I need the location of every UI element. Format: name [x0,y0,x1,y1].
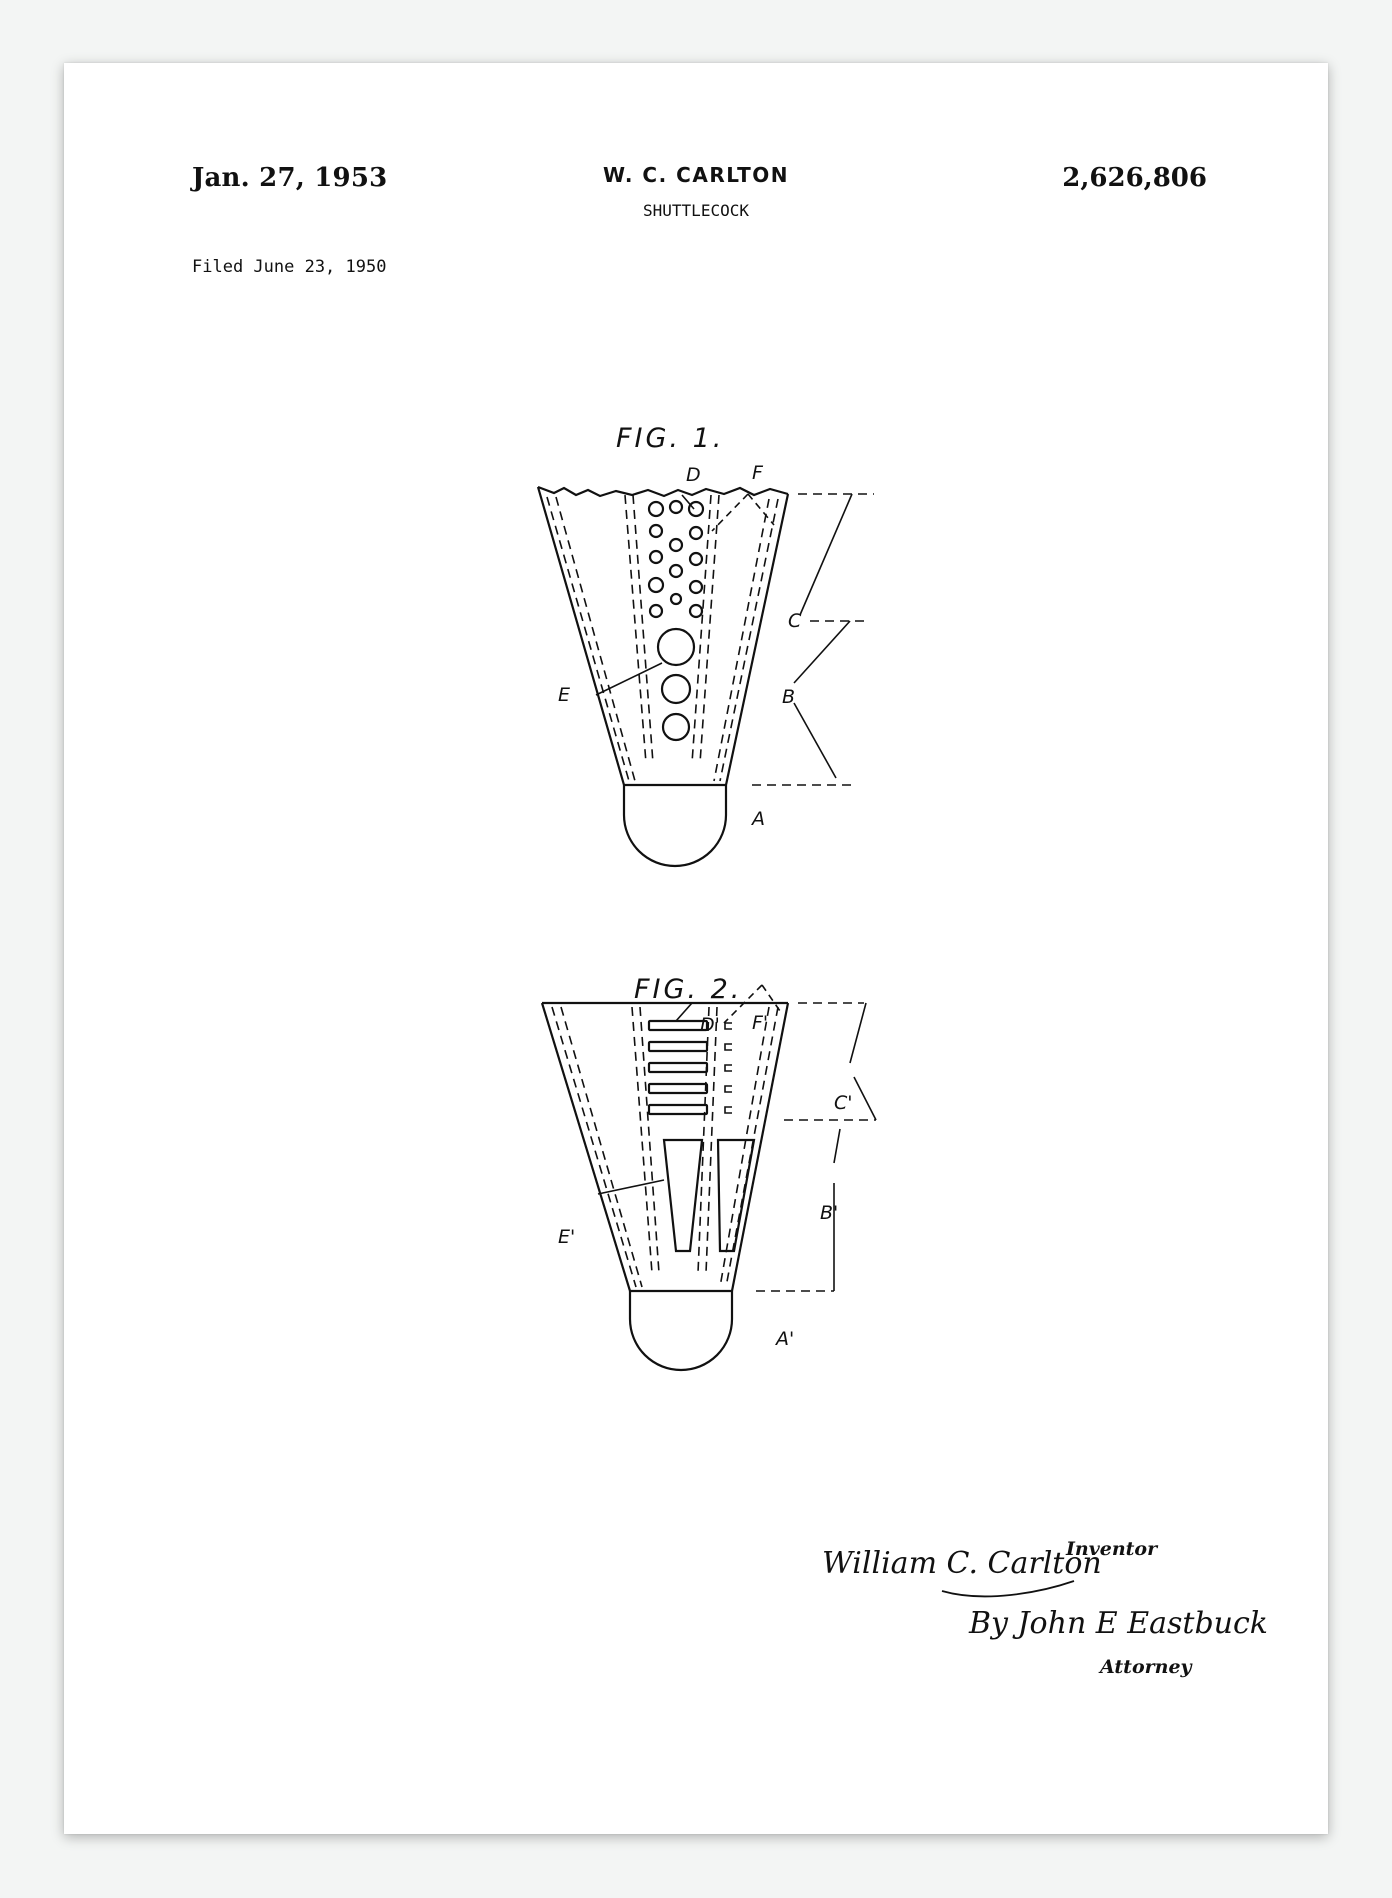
fig1-label-d: D [686,464,701,486]
inventor-role: Inventor [1066,1538,1158,1560]
fig2-title: FIG. 2. [634,974,743,1005]
fig1-label-b: B [782,686,796,708]
fig1-title: FIG. 1. [616,423,725,454]
fig1-shuttlecock [538,487,874,866]
signature-flourish [942,1581,1074,1596]
fig2-label-c: C' [834,1092,853,1114]
attorney-role: Attorney [1100,1656,1192,1678]
fig2-shuttlecock [542,985,876,1370]
fig1-label-e: E [558,684,571,706]
fig2-label-f: F' [752,1012,769,1034]
fig1-label-f: F [752,462,763,484]
patent-sheet [64,63,1328,1834]
fig2-label-d: D' [700,1014,720,1036]
filed-date: Filed June 23, 1950 [192,257,387,277]
inventor-signature: William C. Carlton [822,1546,1102,1581]
fig1-label-a: A [752,808,765,830]
patent-number: 2,626,806 [1062,163,1207,193]
patent-subject: SHUTTLECOCK [643,201,749,220]
fig2-label-a: A' [776,1328,795,1350]
inventor-name: W. C. CARLTON [602,163,790,187]
fig2-label-e: E' [558,1226,576,1248]
patent-drawing [64,63,1328,1834]
patent-date: Jan. 27, 1953 [192,163,388,193]
attorney-signature: By John E Eastbuck [969,1606,1268,1641]
fig2-label-b: B' [820,1202,839,1224]
fig1-label-c: C [788,610,802,632]
